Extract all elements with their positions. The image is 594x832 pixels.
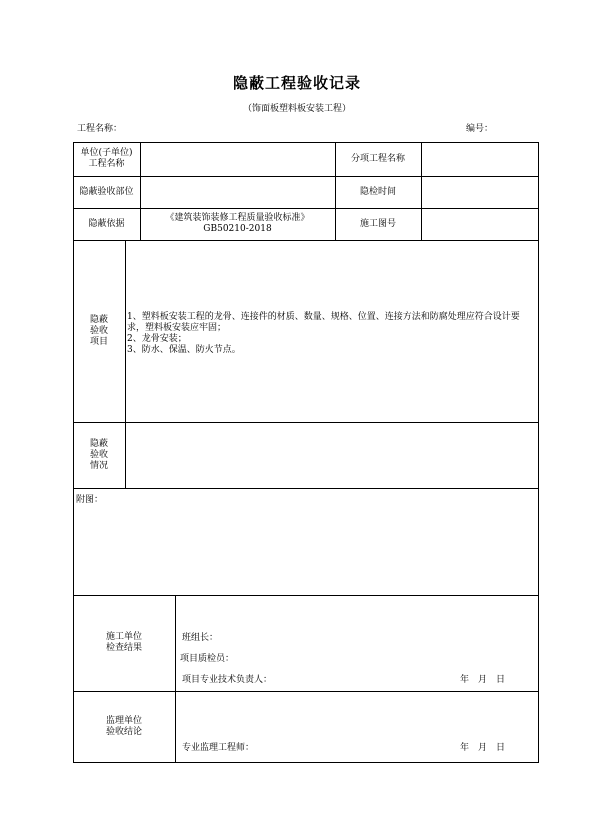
tech-lead-label: 项目专业技术负责人：	[182, 675, 273, 685]
table-rule	[73, 240, 539, 241]
inspection-time-field[interactable]	[421, 176, 539, 208]
subitem-value-field[interactable]	[421, 142, 539, 176]
drawing-no-label: 施工图号	[359, 218, 396, 229]
unit-value-field[interactable]	[140, 142, 335, 176]
status-label: 隐蔽 验收 情况	[89, 438, 108, 471]
basis-value: 《建筑装饰装修工程质量验收标准》 GB50210-2018	[165, 213, 310, 234]
table-rule	[175, 595, 176, 763]
project-name-label: 工程名称：	[77, 124, 123, 134]
document-subtitle: （饰面板塑料板安装工程）	[242, 104, 351, 114]
supervisor-label: 专业监理工程师：	[182, 743, 255, 753]
team-leader-label: 班组长：	[182, 633, 219, 643]
date-label: 年 月 日	[460, 675, 506, 685]
hidden-part-label: 隐蔽验收部位	[79, 186, 134, 197]
attachment-label: 附图：	[76, 495, 104, 505]
quality-inspector-label: 项目质检员：	[180, 654, 235, 664]
document-title: 隐蔽工程验收记录	[232, 74, 361, 92]
basis-label: 隐蔽依据	[88, 218, 125, 229]
inspection-time-label: 隐检时间	[359, 186, 396, 197]
subitem-label: 分项工程名称	[350, 153, 405, 164]
number-label: 编号：	[466, 124, 494, 134]
items-content: 1、塑料板安装工程的龙骨、连接件的材质、数量、规格、位置、连接方法和防腐处理应符合设计要 求，塑料板安装应牢固； 2、龙骨安装； 3、防水、保温、防火节点。	[127, 312, 520, 355]
date-label: 年 月 日	[460, 743, 506, 753]
construction-unit-label: 施工单位 检查结果	[105, 632, 142, 653]
hidden-part-field[interactable]	[140, 176, 335, 208]
drawing-no-field[interactable]	[421, 208, 539, 240]
items-label: 隐蔽 验收 项目	[89, 314, 108, 347]
table-rule	[73, 488, 539, 489]
supervision-unit-label: 监理单位 验收结论	[105, 716, 142, 737]
unit-label: 单位(子单位) 工程名称	[80, 148, 133, 169]
status-field[interactable]	[126, 422, 539, 488]
